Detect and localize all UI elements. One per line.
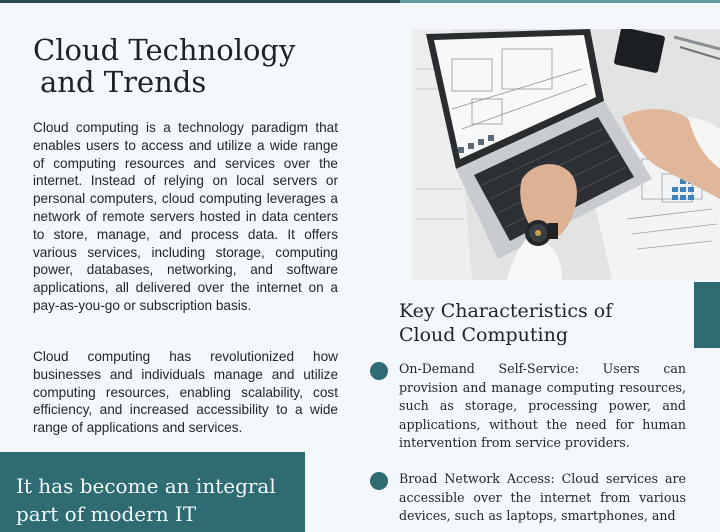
- top-border-accent: [400, 0, 720, 3]
- laptop-photo-icon: [412, 29, 720, 280]
- laptop-illustration: [412, 29, 720, 280]
- key-characteristics-heading: [399, 299, 612, 347]
- page-title-line-2: and Trends: [40, 65, 207, 99]
- characteristic-item: Broad Network Access: Cloud services are accessible over the internet from various devices, such as laptops, smartphones, and: [399, 471, 686, 524]
- second-paragraph: Cloud computing has revolutionized how businesses and individuals manage and utilize computing resources, enabling scalability, cost efficiency, and increased accessibility to a wide range of applications and services.: [33, 349, 338, 436]
- callout-box: [0, 452, 305, 532]
- key-characteristics-heading-line-2: Cloud Computing: [399, 324, 568, 346]
- bullet-dot-icon: [370, 362, 388, 380]
- characteristic-item: On-Demand Self-Service: Users can provision and manage computing resources, such as storage, processing power, and applications, without the need for human intervention from service providers.: [399, 361, 686, 451]
- callout-text: It has become an integral part of modern IT: [16, 474, 276, 526]
- side-accent-bar: [694, 282, 720, 348]
- key-characteristics-heading-line-1: Key Characteristics of: [399, 300, 613, 322]
- page-title-line-1: Cloud Technology: [33, 33, 296, 67]
- page-title: [33, 34, 295, 98]
- intro-paragraph: Cloud computing is a technology paradigm that enables users to access and utilize a wide range of computing resources and services over the internet. Instead of relying on local servers or personal computers, cloud computing leverages a network of remote servers hosted in data centers to store, manage, and process data. It offers various services, including storage, computing power, databases, networking, and software applications, all delivered over the internet on a pay-as-you-go or subscription basis.: [33, 120, 338, 313]
- bullet-dot-icon: [370, 472, 388, 490]
